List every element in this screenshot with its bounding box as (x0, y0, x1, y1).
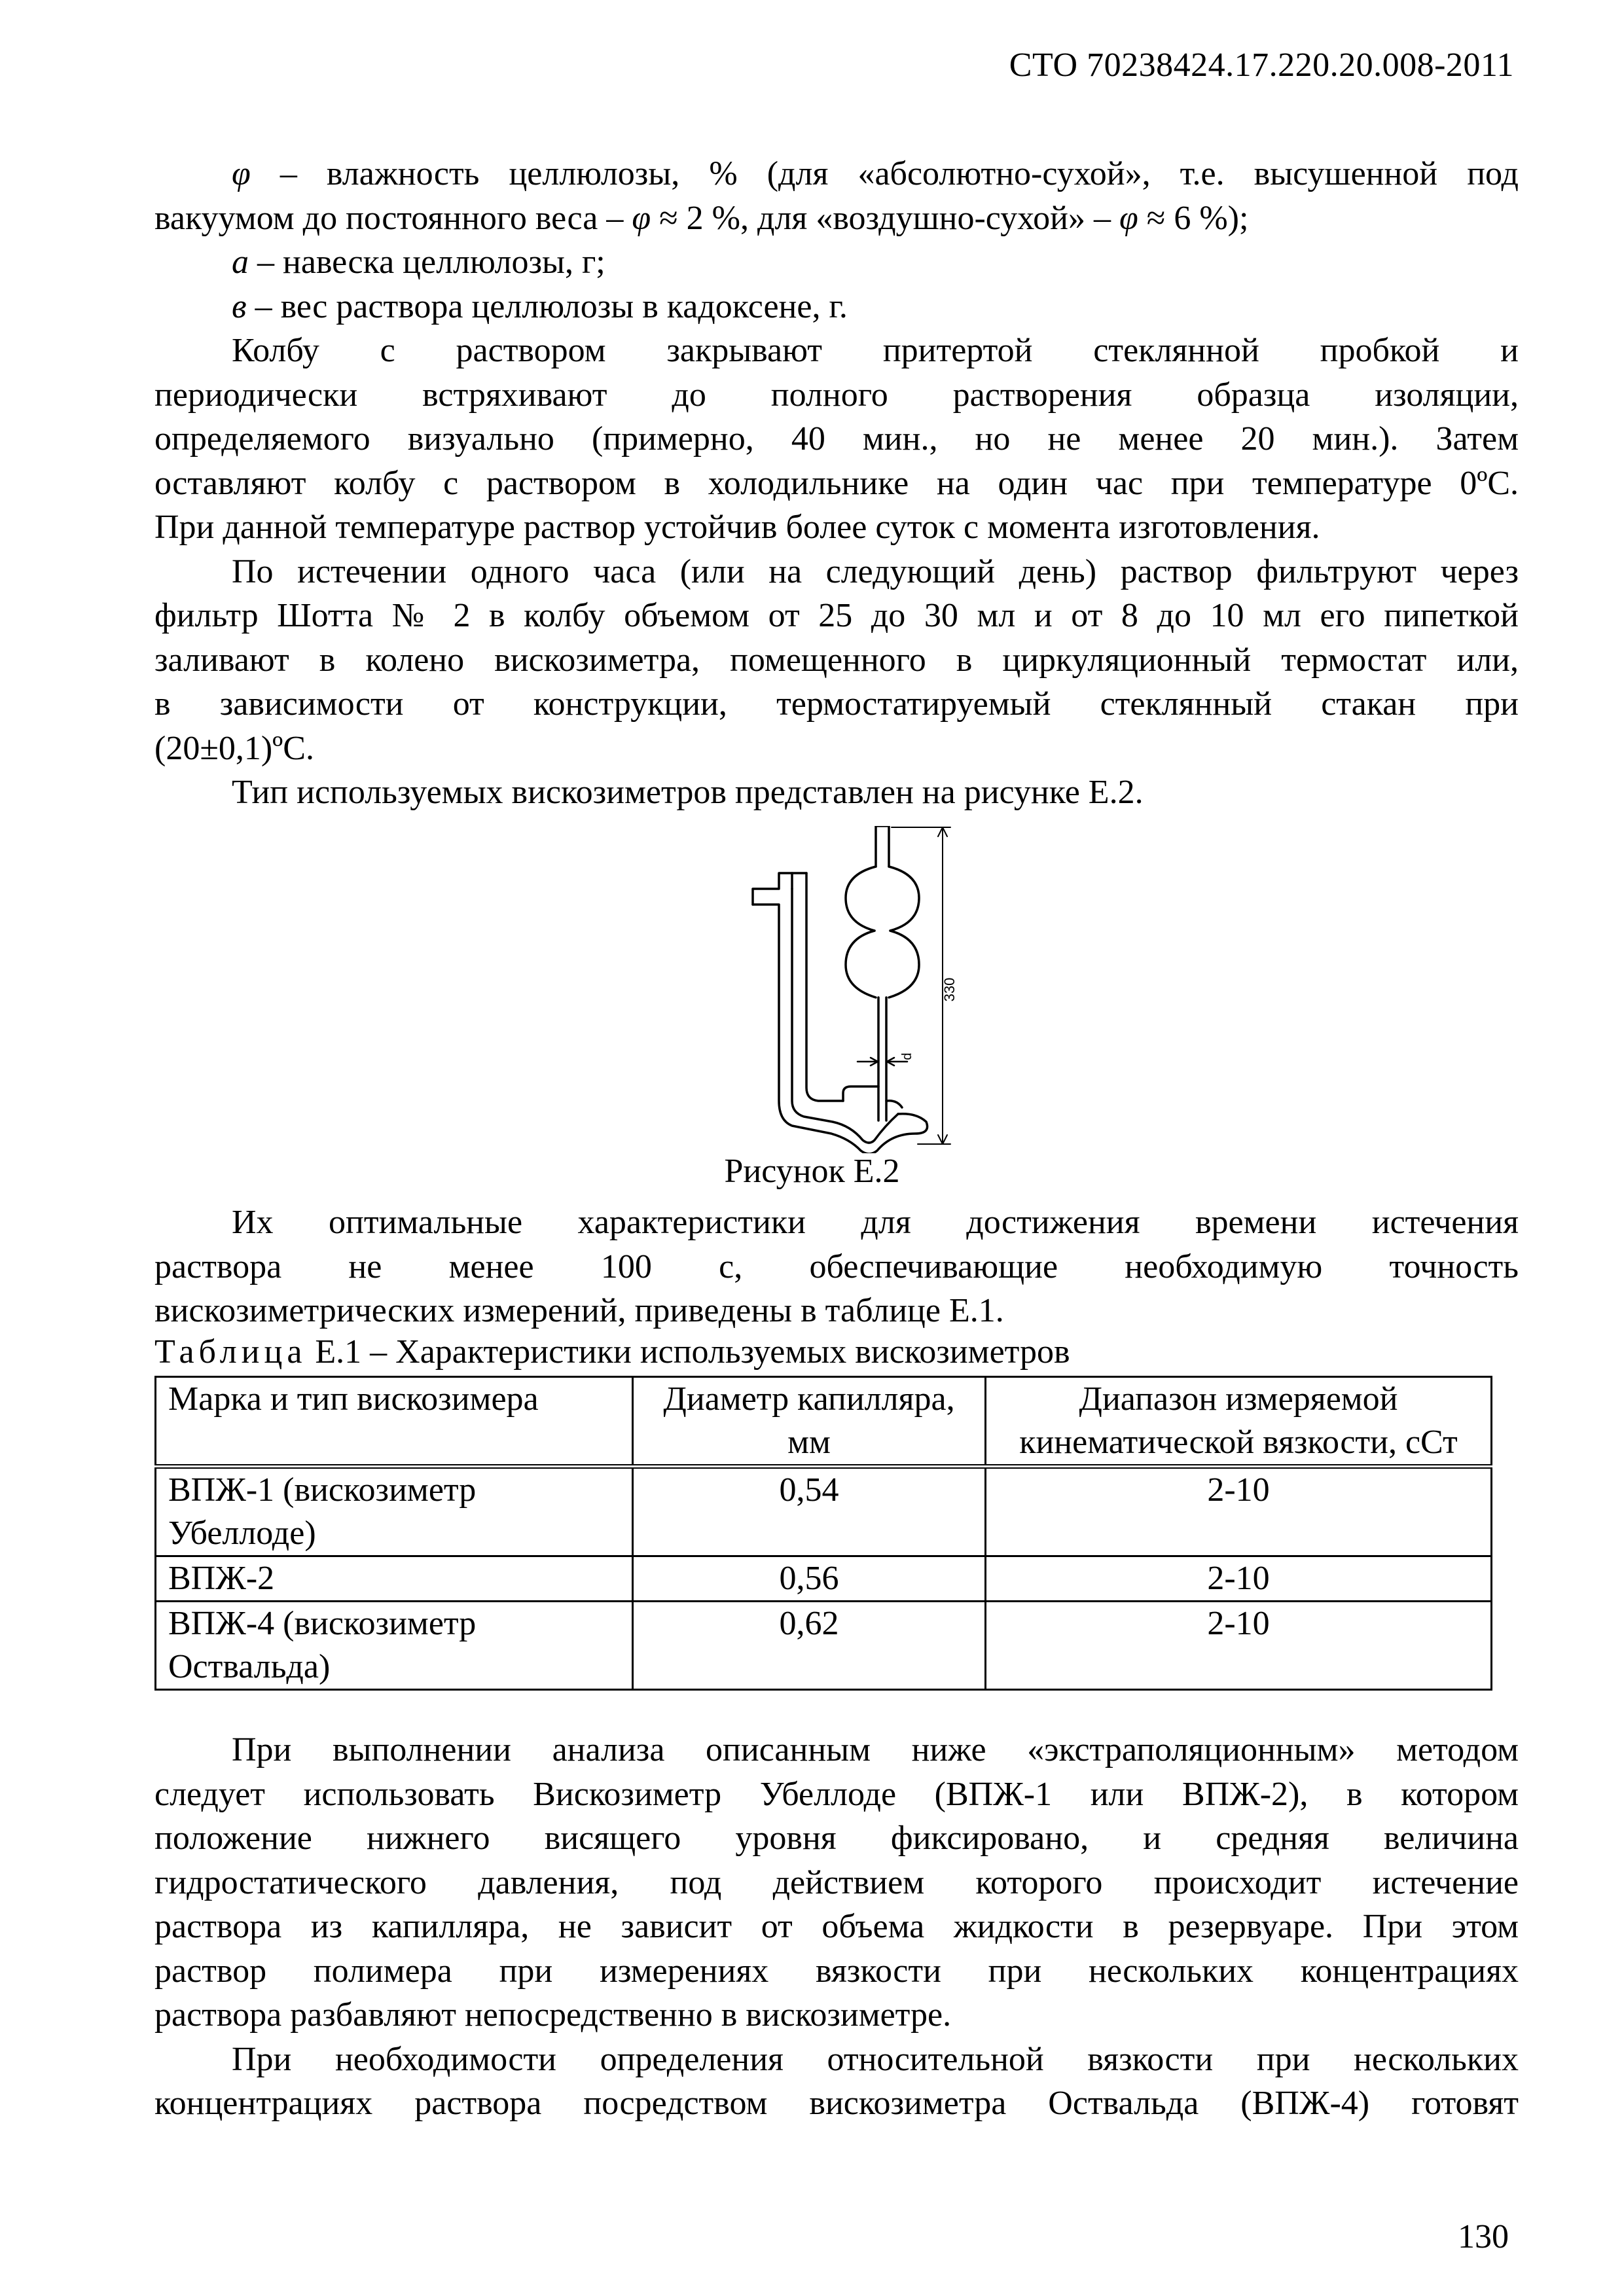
para-5-line: следует использовать Вискозиметр Убеллоде (ВПЖ-1 или ВПЖ-2), в котором (154, 1775, 1519, 1813)
para-4-line: вискозиметрических измерений, приведены в таблице Е.1. (154, 1292, 1004, 1329)
def-a (154, 240, 1519, 285)
table-cell: ВПЖ-1 (вискозиметр Убеллоде) (156, 1467, 633, 1556)
para-5-line: раствора разбавляют непосредственно в вискозиметре. (154, 1996, 952, 2034)
capillary-d-label: d (900, 1052, 914, 1060)
figure-caption: Рисунок Е.2 (724, 1153, 900, 1190)
para-3: Тип используемых вискозиметров представлен на рисунке Е.2. (232, 774, 1144, 811)
text-block-middle (154, 1200, 1519, 1333)
para-2-line: фильтр Шотта № 2 в колбу объемом от 25 до 30 мл и от 8 до 10 мл его пипеткой (154, 597, 1519, 634)
def-v (154, 285, 1519, 329)
para-5-line: При выполнении анализа описанным ниже «экстраполяционным» методом (232, 1731, 1519, 1768)
table-header-cell: Марка и тип вискозимера (156, 1377, 633, 1467)
document-code-header: СТО 70238424.17.220.20.008-2011 (1009, 46, 1514, 84)
table-cell: 0,56 (633, 1556, 986, 1602)
table-cell: ВПЖ-2 (156, 1556, 633, 1602)
table-cell: 0,62 (633, 1602, 986, 1690)
text-block-bottom (154, 1728, 1519, 2126)
para-5-line: раствора из капилляра, не зависит от объема жидкости в резервуаре. При этом (154, 1908, 1519, 1945)
table-title (154, 1333, 1070, 1371)
para-1-line: Колбу с раствором закрывают притертой стеклянной пробкой и (232, 332, 1519, 369)
table-row (156, 1556, 1492, 1602)
table-cell: 2-10 (986, 1467, 1492, 1556)
def-phi-text-1: – влажность целлюлозы, % (для «абсолютно-сухой», т.е. высушенной под (250, 155, 1519, 192)
table-row (156, 1467, 1492, 1556)
para-6-line: При необходимости определения относительной вязкости при нескольких (232, 2040, 1519, 2078)
dimension-330-label: 330 (941, 977, 958, 1002)
para-4-line: Их оптимальные характеристики для достижения времени истечения (232, 1204, 1519, 1241)
table-header-row (156, 1377, 1492, 1467)
page-number: 130 (1458, 2218, 1509, 2255)
para-4-line: раствора не менее 100 с, обеспечивающие необходимую точность (154, 1247, 1519, 1285)
para-2-line: По истечении одного часа (или на следующий день) раствор фильтруют через (232, 552, 1519, 590)
table-header-cell: Диаметр капилляра, мм (633, 1377, 986, 1467)
para-6-line: концентрациях раствора посредством вискозиметра Оствальда (ВПЖ-4) готовят (154, 2085, 1519, 2122)
v-symbol: в (232, 287, 247, 325)
phi-symbol: φ (232, 155, 251, 192)
def-phi-text-2b: ≈ 2 %, для «воздушно-сухой» – (651, 199, 1120, 237)
def-phi-text-2a: вакуумом до постоянного веса – (154, 199, 632, 237)
text-block-top (154, 152, 1519, 815)
table-title-rest: Е.1 – Характеристики используемых вискозиметров (306, 1333, 1070, 1371)
table-cell: 0,54 (633, 1467, 986, 1556)
def-phi-line-1 (154, 152, 1519, 196)
para-1-line: определяемого визуально (примерно, 40 мин., но не менее 20 мин.). Затем (154, 420, 1519, 457)
phi-symbol: φ (632, 199, 651, 237)
table-header-cell: Диапазон измеряемой кинематической вязкости, сСт (986, 1377, 1492, 1467)
table-cell: 2-10 (986, 1602, 1492, 1690)
para-5-line: гидростатического давления, под действием которого происходит истечение (154, 1863, 1519, 1901)
table-title-spaced: Таблица (154, 1333, 307, 1371)
para-5-line: положение нижнего висящего уровня фиксировано, и средняя величина (154, 1820, 1519, 1857)
viscometer-drawing (746, 826, 1021, 1153)
def-phi-line-2 (154, 196, 1519, 241)
phi-symbol: φ (1119, 199, 1138, 237)
def-a-text: – навеска целлюлозы, г; (249, 243, 605, 281)
table-cell: ВПЖ-4 (вискозиметр Оствальда) (156, 1602, 633, 1690)
para-2-line: заливают в колено вискозиметра, помещенного в циркуляционный термостат или, (154, 641, 1519, 679)
table-row (156, 1602, 1492, 1690)
para-2-line: в зависимости от конструкции, термостатируемый стеклянный стакан при (154, 685, 1519, 723)
para-5-line: раствор полимера при измерениях вязкости при нескольких концентрациях (154, 1952, 1519, 1990)
para-2-line: (20±0,1)ºС. (154, 729, 314, 767)
def-v-text: – вес раствора целлюлозы в кадоксене, г. (246, 287, 848, 325)
para-1-line: оставляют колбу с раствором в холодильнике на один час при температуре 0ºС. (154, 464, 1519, 502)
a-symbol: а (232, 243, 249, 281)
def-phi-text-2c: ≈ 6 %); (1138, 199, 1249, 237)
para-1-line: периодически встряхивают до полного растворения образца изоляции, (154, 376, 1519, 414)
viscometer-table (154, 1376, 1492, 1691)
table-cell: 2-10 (986, 1556, 1492, 1602)
para-1-line: При данной температуре раствор устойчив более суток с момента изготовления. (154, 509, 1320, 546)
